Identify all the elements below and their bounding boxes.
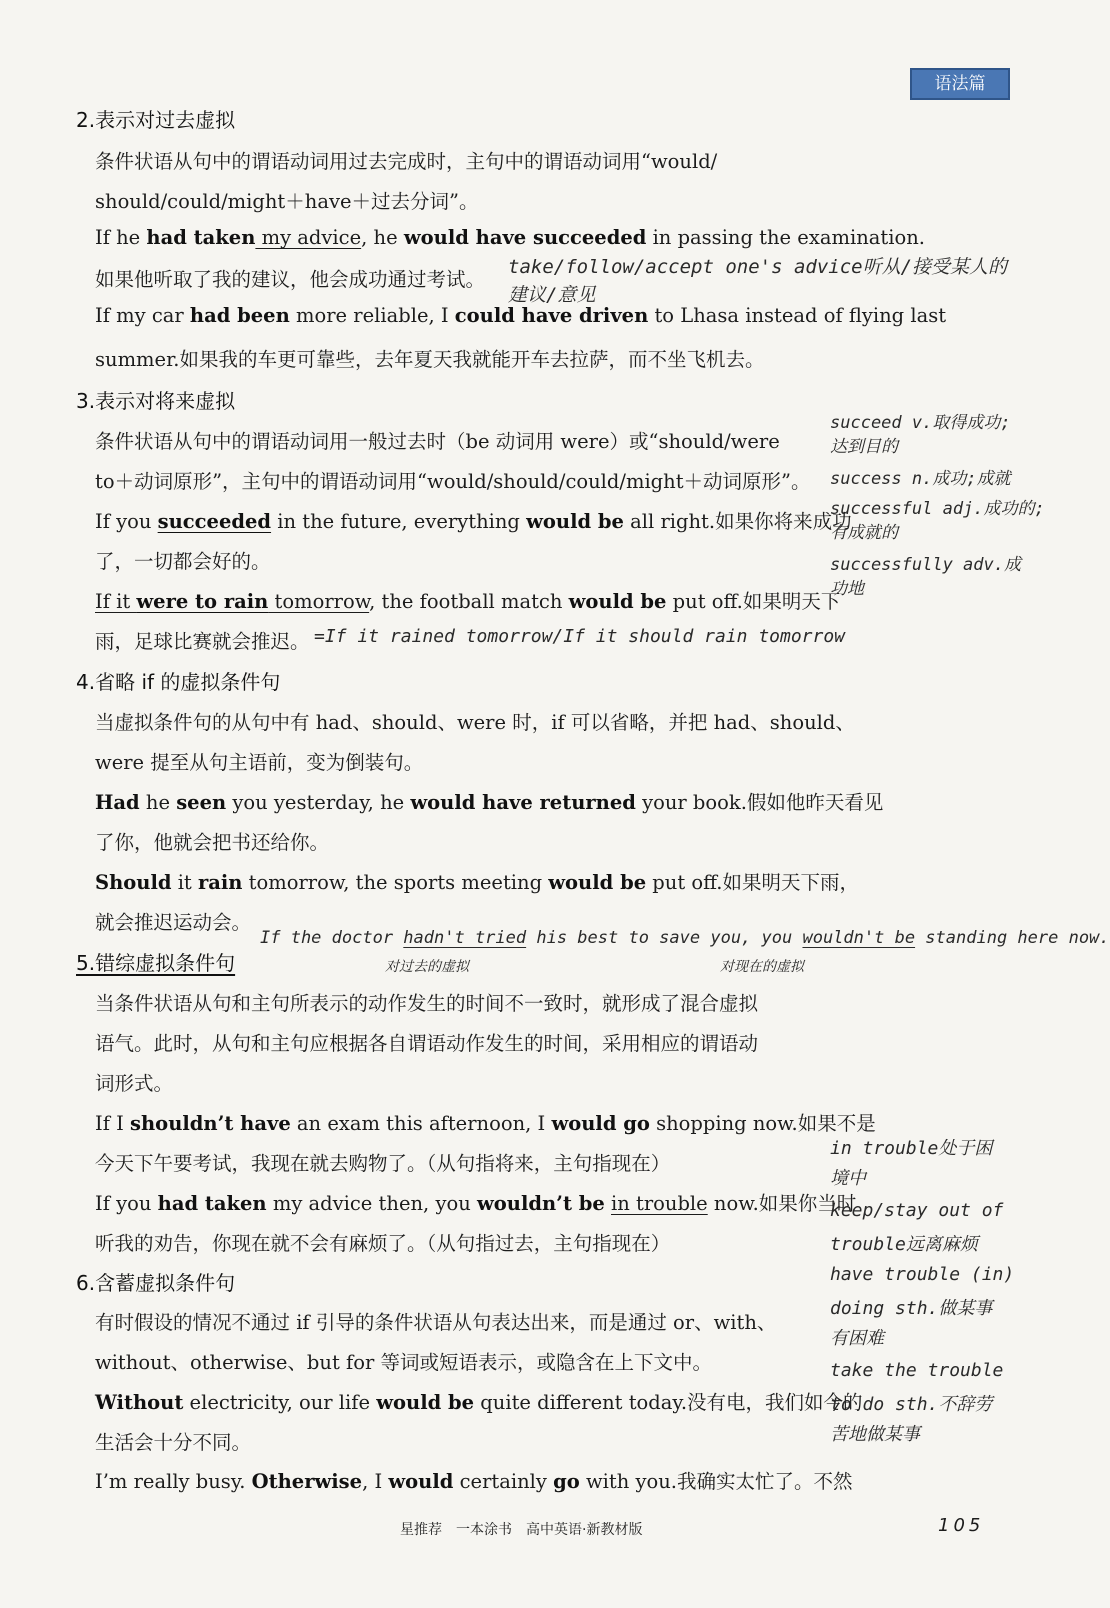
handwritten-note-present-label: 对现在的虚拟: [720, 959, 804, 975]
handwritten-note-trouble-line-10: 苦地做某事: [830, 1424, 920, 1445]
handwritten-note-succeed-line-2: 达到目的: [830, 437, 898, 457]
section-5-rule-line-2: 语气。此时，从句和主句应根据各自谓语动作发生的时间，采用相应的谓语动: [95, 1032, 759, 1055]
handwritten-note-successful-line-2: 有成就的: [830, 523, 898, 543]
handwritten-note-trouble-line-2: 境中: [830, 1168, 866, 1189]
section-4-example-2: Should it rain tomorrow, the sports meeting would be put off.如果明天下雨，: [95, 871, 859, 894]
section-2-rule-line-2: should/could/might＋have＋过去分词”。: [95, 190, 479, 213]
section-4-rule-line-2: were 提至从句主语前，变为倒装句。: [95, 751, 424, 774]
section-2-example-1: If he had taken my advice, he would have succeeded in passing the examination.: [95, 226, 925, 249]
section-3-example-2: If it were to rain tomorrow, the football match would be put off.如果明天下: [95, 590, 841, 613]
section-3-example-1-continued: 了，一切都会好的。: [95, 550, 271, 573]
handwritten-note-trouble-line-3: keep/stay out of: [830, 1200, 1004, 1221]
handwritten-note-trouble-line-5: have trouble (in): [830, 1264, 1015, 1285]
footer-book-title: 星推荐 一本涂书 高中英语·新教材版: [400, 1522, 643, 1538]
section-2-example-1-translation: 如果他听取了我的建议，他会成功通过考试。: [95, 268, 486, 291]
section-6-title: 6.含蓄虚拟条件句: [76, 1271, 236, 1295]
section-3-title: 3.表示对将来虚拟: [76, 389, 236, 413]
section-5-title: 5.错综虚拟条件句: [76, 951, 236, 975]
handwritten-note-trouble-line-4: trouble远离麻烦: [830, 1234, 978, 1255]
section-6-example-2: I’m really busy. Otherwise, I would certainly go with you.我确实太忙了。不然: [95, 1470, 853, 1493]
handwritten-note-trouble-line-6: doing sth.做某事: [830, 1298, 993, 1319]
handwritten-note-trouble-line-9: to do sth.不辞劳: [830, 1394, 993, 1415]
handwritten-note-advice-line-1: take/follow/accept one's advice听从/接受某人的: [508, 256, 1008, 278]
handwritten-note-trouble-line-7: 有困难: [830, 1328, 884, 1349]
handwritten-note-successfully-line-1: successfully adv.成: [830, 555, 1021, 575]
handwritten-note-trouble-line-8: take the trouble: [830, 1360, 1004, 1381]
handwritten-note-success: success n.成功;成就: [830, 469, 1011, 489]
handwritten-note-past-label: 对过去的虚拟: [385, 959, 469, 975]
section-5-example-2-continued: 听我的劝告，你现在就不会有麻烦了。（从句指过去，主句指现在）: [95, 1232, 671, 1255]
handwritten-note-succeed-line-1: succeed v.取得成功;: [830, 413, 1011, 433]
handwritten-note-advice-line-2: 建议/意见: [508, 284, 596, 306]
handwritten-note-doctor-example: If the doctor hadn't tried his best to save you, you wouldn't be standing here now.: [260, 928, 1110, 948]
handwritten-note-rain-alternative: =If it rained tomorrow/If it should rain tomorrow: [314, 626, 846, 647]
section-5-example-2: If you had taken my advice then, you wouldn’t be in trouble now.如果你当时: [95, 1192, 857, 1215]
section-5-example-1-continued: 今天下午要考试，我现在就去购物了。（从句指将来，主句指现在）: [95, 1152, 671, 1175]
section-3-rule-line-2: to＋动词原形”，主句中的谓语动词用“would/should/could/might＋动词原形”。: [95, 470, 811, 493]
section-6-rule-line-1: 有时假设的情况不通过 if 引导的条件状语从句表达出来，而是通过 or、with、: [95, 1311, 777, 1334]
handwritten-note-trouble-line-1: in trouble处于困: [830, 1138, 993, 1159]
section-3-example-1: If you succeeded in the future, everything would be all right.如果你将来成功: [95, 510, 852, 533]
section-tag: 语法篇: [910, 68, 1010, 100]
section-5-rule-line-3: 词形式。: [95, 1072, 174, 1095]
handwritten-note-successfully-line-2: 功地: [830, 579, 864, 599]
section-6-example-1: Without electricity, our life would be quite different today.没有电，我们如今的: [95, 1391, 863, 1414]
section-6-example-1-continued: 生活会十分不同。: [95, 1431, 252, 1454]
section-2-rule-line-1: 条件状语从句中的谓语动词用过去完成时，主句中的谓语动词用“would/: [95, 150, 718, 173]
section-4-title: 4.省略 if 的虚拟条件句: [76, 670, 281, 694]
section-6-rule-line-2: without、otherwise、but for 等词或短语表示，或隐含在上下文中。: [95, 1351, 712, 1374]
section-3-example-2-continued: 雨，足球比赛就会推迟。: [95, 630, 310, 653]
handwritten-note-successful-line-1: successful adj.成功的;: [830, 499, 1045, 519]
section-4-example-2-continued: 就会推迟运动会。: [95, 911, 252, 934]
section-2-example-2: If my car had been more reliable, I could have driven to Lhasa instead of flying last: [95, 304, 947, 327]
section-5-example-1: If I shouldn’t have an exam this afternoon, I would go shopping now.如果不是: [95, 1112, 876, 1135]
section-3-rule-line-1: 条件状语从句中的谓语动词用一般过去时（be 动词用 were）或“should/were: [95, 430, 780, 453]
section-2-example-2-continued: summer.如果我的车更可靠些，去年夏天我就能开车去拉萨，而不坐飞机去。: [95, 348, 765, 371]
page-number: 105: [938, 1515, 985, 1536]
section-4-example-1: Had he seen you yesterday, he would have returned your book.假如他昨天看见: [95, 791, 884, 814]
section-2-title: 2.表示对过去虚拟: [76, 108, 236, 132]
section-4-rule-line-1: 当虚拟条件句的从句中有 had、should、were 时，if 可以省略，并把 had、should、: [95, 711, 855, 734]
section-5-rule-line-1: 当条件状语从句和主句所表示的动作发生的时间不一致时，就形成了混合虚拟: [95, 992, 759, 1015]
section-4-example-1-continued: 了你，他就会把书还给你。: [95, 831, 330, 854]
